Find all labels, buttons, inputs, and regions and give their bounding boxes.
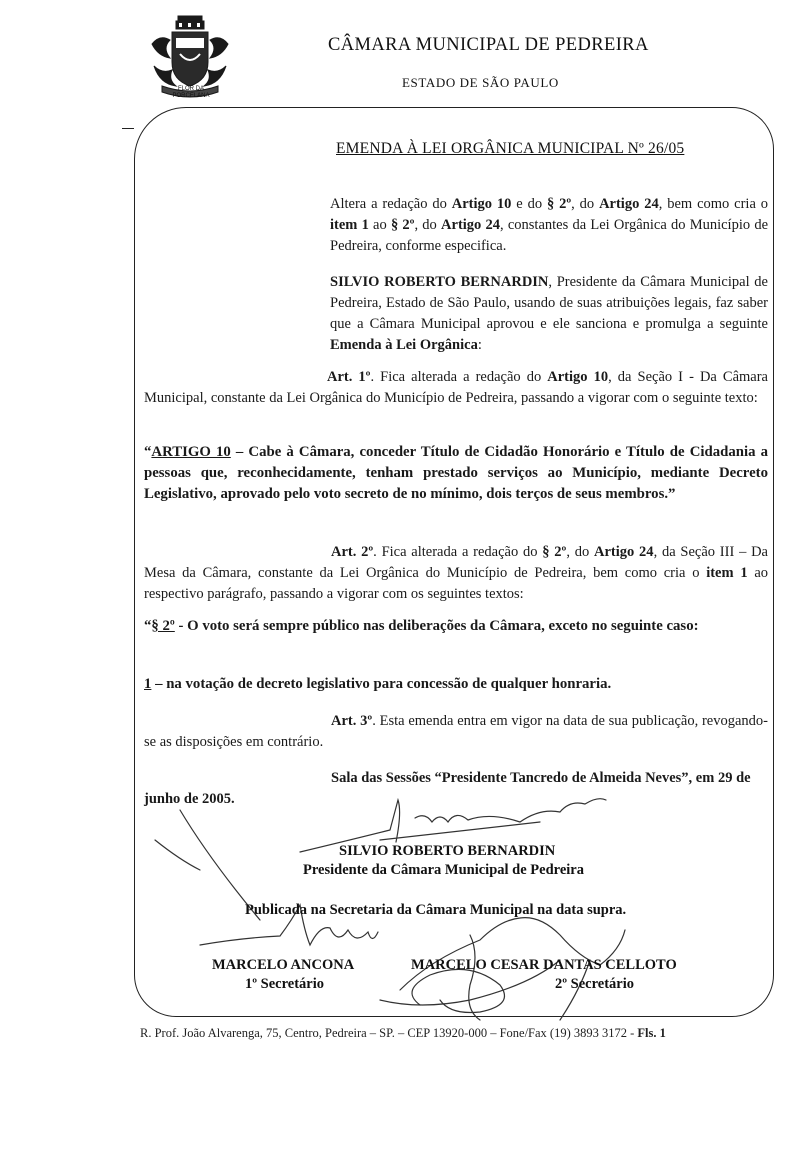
- publication-note: Publicada na Secretaria da Câmara Municipal na data supra.: [245, 902, 627, 918]
- text-run: :: [477, 337, 482, 353]
- crest-caption: FLOR DA PORCELANA: [172, 86, 210, 99]
- secretary-1-name: MARCELO ANCONA: [212, 957, 355, 973]
- quote-open-mark: “: [144, 444, 152, 460]
- secretary-2-role: 2º Secretário: [555, 976, 634, 992]
- ementa-paragraph: [330, 194, 768, 257]
- preamble-paragraph: [330, 272, 768, 356]
- bold-run: Artigo 10: [547, 369, 609, 385]
- article-3: [144, 711, 768, 753]
- bold-run: § 2º: [547, 196, 572, 212]
- bold-run: SILVIO ROBERTO BERNARDIN: [330, 274, 549, 290]
- bold-run: Art. 1º: [327, 369, 371, 385]
- article-1: [144, 367, 768, 409]
- text-run: , constantes da Lei Orgânica do Município de Pedreira, conforme especifica.: [330, 217, 769, 254]
- state-name: ESTADO DE SÃO PAULO: [402, 75, 559, 90]
- text-run: , do: [566, 544, 595, 560]
- bold-run: Art. 2º: [331, 544, 374, 560]
- bold-run: Artigo 24: [599, 196, 659, 212]
- text-run: , da Seção I - Da Câmara Municipal, constante da Lei Orgânica do Município de Pedreira, passando a vigorar com o seguinte texto:: [144, 369, 768, 406]
- text-run: , Presidente da Câmara Municipal de Pedreira, Estado de São Paulo, usando de suas atribuições legais, faz saber que a Câmara Municipal aprovou e ele sanciona e promulga a seguinte: [330, 274, 768, 332]
- bold-run: Art. 3º: [331, 713, 373, 729]
- text-run: . Esta emenda entra em vigor na data de sua publicação, revogando-se as disposições em contrário.: [144, 713, 769, 750]
- secretary-2-name: MARCELO CESAR DANTAS CELLOTO: [411, 957, 677, 973]
- footer-address: [140, 1026, 666, 1041]
- bold-run: Artigo 24: [594, 544, 654, 560]
- paragraph-2-label: § 2º: [151, 618, 175, 634]
- item-1: [144, 674, 611, 695]
- item-1-label: 1: [144, 676, 152, 692]
- president-role: Presidente da Câmara Municipal de Pedreira: [303, 862, 584, 878]
- bold-run: item 1: [706, 565, 748, 581]
- quote-open-mark: “: [144, 618, 152, 634]
- text-run: ao respectivo parágrafo, passando a vigorar com os seguintes textos:: [144, 565, 769, 602]
- text-run: , da Seção III – Da Mesa da Câmara, constante da Lei Orgânica do Município de Pedreira, bem como cria o: [144, 544, 768, 581]
- text-run: ao: [368, 217, 391, 233]
- bold-run: § 2º: [542, 544, 567, 560]
- paragraph-2-quote: [144, 616, 768, 637]
- bold-run: Emenda à Lei Orgânica: [330, 337, 478, 353]
- document-title: EMENDA À LEI ORGÂNICA MUNICIPAL Nº 26/05: [336, 140, 685, 157]
- paragraph-2-text: - O voto será sempre público nas deliberações da Câmara, exceto no seguinte caso:: [174, 618, 699, 634]
- footer-address-text: R. Prof. João Alvarenga, 75, Centro, Pedreira – SP. – CEP 13920-000 – Fone/Fax (19) 3893 3172 -: [140, 1026, 635, 1040]
- text-run: . Fica alterada a redação do: [370, 369, 548, 385]
- bold-run: Artigo 10: [451, 196, 512, 212]
- article-10-text: – Cabe à Câmara, conceder Título de Cidadão Honorário e Título de Cidadania a pessoas que, reconhecidamente, tenham prestado serviços ao Município, mediante Decreto Legislativo, aprovado pelo voto secreto de no mínimo, dois terços de seus membros.”: [144, 444, 768, 502]
- session-closing: Sala das Sessões “Presidente Tancredo de Almeida Neves”, em 29 de junho de 2005.: [144, 770, 751, 807]
- text-run: , do: [571, 196, 600, 212]
- text-run: , do: [414, 217, 442, 233]
- sheet-number: Fls. 1: [637, 1026, 666, 1040]
- text-run: , bem como cria o: [658, 196, 769, 212]
- article-10-quote: [144, 442, 768, 505]
- organization-name: CÂMARA MUNICIPAL DE PEDREIRA: [328, 35, 649, 55]
- text-run: Altera a redação do: [330, 196, 452, 212]
- bold-run: Artigo 24: [441, 217, 501, 233]
- frame-tick: [122, 128, 134, 137]
- article-10-label: ARTIGO 10: [151, 444, 231, 460]
- item-1-text: – na votação de decreto legislativo para concessão de qualquer honraria.: [151, 676, 612, 692]
- text-run: . Fica alterada a redação do: [373, 544, 543, 560]
- article-2: [144, 542, 768, 605]
- bold-run: § 2º: [390, 217, 415, 233]
- text-run: e do: [511, 196, 547, 212]
- president-name: SILVIO ROBERTO BERNARDIN: [339, 843, 556, 859]
- bold-run: item 1: [330, 217, 369, 233]
- secretary-1-role: 1º Secretário: [245, 976, 324, 992]
